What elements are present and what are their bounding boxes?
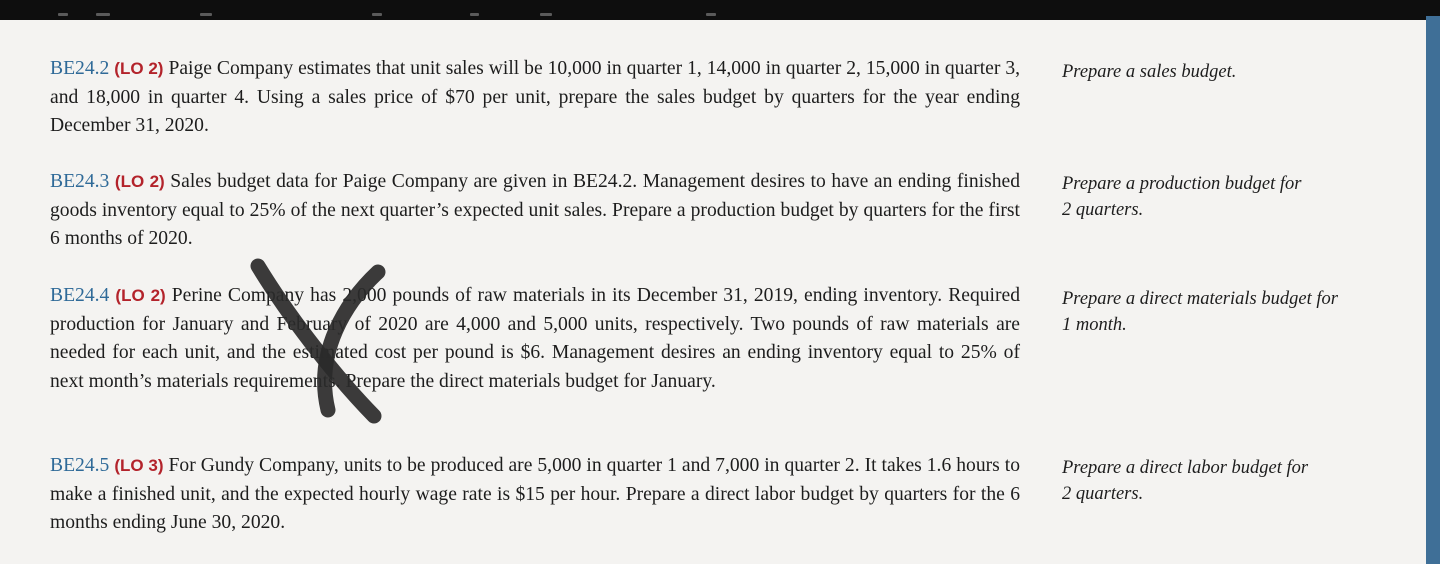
problem-body: Sales budget data for Paige Company are given in BE24.2. Management desires to have an ending finished goods inventory equal to 25% of the next quarter’s expected unit sales. Prepare a production budget by quarters for the first 6 months of 2020. — [50, 171, 1020, 249]
learning-objective-tag: (LO 2) — [115, 286, 166, 305]
problem-be24-4 — [50, 282, 1020, 396]
margin-note-be24-5 — [1062, 455, 1392, 507]
margin-note-line: Prepare a sales budget. — [1062, 62, 1237, 82]
margin-note-be24-4 — [1062, 286, 1392, 338]
margin-note-be24-3 — [1062, 171, 1392, 223]
margin-note-line: 1 month. — [1062, 315, 1127, 335]
problem-id: BE24.4 — [50, 285, 110, 306]
right-margin-bar — [1426, 16, 1440, 564]
problem-be24-2 — [50, 55, 1020, 141]
problem-text — [50, 168, 1020, 254]
top-cropped-edge — [0, 0, 1440, 20]
learning-objective-tag: (LO 3) — [114, 456, 164, 475]
problem-be24-5 — [50, 452, 1020, 538]
problem-text — [50, 55, 1020, 141]
handwritten-x-mark-icon — [236, 252, 396, 428]
margin-note-line: Prepare a production budget for — [1062, 174, 1302, 194]
margin-note-line: Prepare a direct materials budget for — [1062, 289, 1338, 309]
problem-text — [50, 282, 1020, 396]
margin-note-line: 2 quarters. — [1062, 484, 1144, 504]
problem-id: BE24.3 — [50, 171, 110, 192]
margin-note-line: Prepare a direct labor budget for — [1062, 458, 1309, 478]
problem-body: Paige Company estimates that unit sales will be 10,000 in quarter 1, 14,000 in quarter 2, 15,000 in quarter 3, and 18,000 in quarter 4. Using a sales price of $70 per unit, prepare the sales budget by quarters for the year ending December 31, 2020. — [50, 58, 1021, 136]
learning-objective-tag: (LO 2) — [114, 172, 165, 191]
problem-text — [50, 452, 1020, 538]
margin-note-be24-2 — [1062, 59, 1392, 85]
problem-body: Perine Company has 2,000 pounds of raw materials in its December 31, 2019, ending inventory. Required production for January and February of 2020 are 4,000 and 5,000 units, respectively. Two pounds of raw materials are needed for each unit, and the estimated cost per pound is $6. Management desires an ending inventory equal to 25% of next month’s materials requirements. Prepare the direct materials budget for January. — [50, 285, 1021, 392]
problem-id: BE24.2 — [50, 58, 110, 79]
problem-be24-3 — [50, 168, 1020, 254]
problem-body: For Gundy Company, units to be produced are 5,000 in quarter 1 and 7,000 in quarter 2. It takes 1.6 hours to make a finished unit, and the expected hourly wage rate is $15 per hour. Prepare a direct labor budget by quarters for the 6 months ending June 30, 2020. — [50, 455, 1020, 533]
margin-note-line: 2 quarters. — [1062, 200, 1144, 220]
learning-objective-tag: (LO 2) — [114, 59, 164, 78]
problem-id: BE24.5 — [50, 455, 110, 476]
